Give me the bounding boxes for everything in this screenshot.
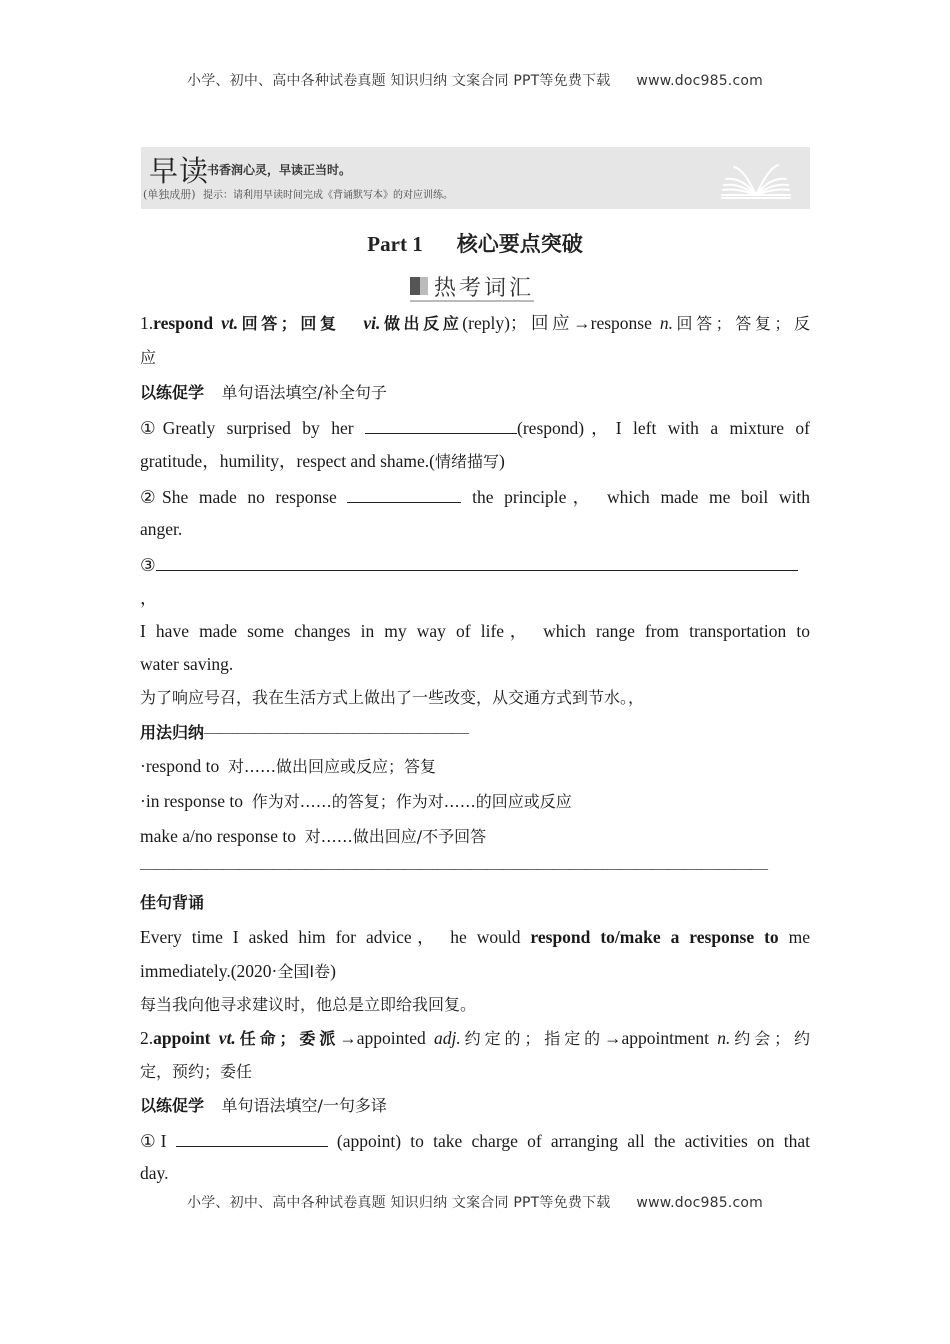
headword: respond [153,313,214,333]
usage-item [140,789,810,814]
morning-reading-banner [141,147,810,209]
derived-word: appointed [356,1028,426,1048]
question-1-cont [140,449,810,474]
entry-1-headword-line [140,311,810,336]
sentence-text: me [778,927,810,947]
arrow-icon: → [573,313,591,333]
question-3-translation: 为了响应号召，我在生活方式上做出了一些改变，从交通方式到节水。， [140,688,645,707]
part-of-speech: vt. [221,313,239,333]
watermark-text: 小学、初中、高中各种试卷真题 知识归纳 文案合同 PPT等免费下载 [187,1195,611,1211]
question-text: (appoint) to take charge of arranging all the activities on that [336,1131,810,1151]
part-of-speech: n. [717,1028,731,1048]
question-1 [140,1128,810,1153]
part-heading: 核心要点突破 [456,232,583,256]
footer-watermark [0,1192,950,1212]
arrow-icon: → [339,1028,357,1048]
question-text: the principle， which made me boil with [472,487,810,507]
usage-heading [140,720,810,745]
usage-item [140,754,810,779]
part-title [0,228,950,258]
definition-extra: (reply)；回应 [462,313,574,333]
banner-subtitle: (单独成册) [143,188,196,201]
derived-definition: 约定的；指定的 [460,1029,604,1048]
entry-2-headword-line [140,1026,810,1051]
header-watermark [0,70,950,90]
question-text: She made no response [161,487,337,507]
good-sentence-translation: 每当我向他寻求建议时，他总是立即给我回复。 [140,995,477,1014]
entry-number: 2. [140,1028,154,1048]
practice-label: 以练促学 [140,1096,205,1115]
section-marker-icon [410,277,428,295]
definition: 任命；委派 [235,1029,340,1048]
answer-blank[interactable] [156,552,798,571]
practice-heading [140,1093,810,1118]
usage-meaning: 对……做出回应/不予回答 [304,827,487,846]
question-3-sentence: I have made some changes in my way of life， which range from transportation to [140,621,810,641]
question-3-comma: ， [140,588,158,608]
sentence-highlight: respond to/make a response to [530,927,779,947]
watermark-url[interactable]: www.doc985.com [636,73,763,89]
open-book-icon [720,157,792,201]
usage-phrase: ·in response to [140,791,244,811]
question-2 [140,484,810,509]
part-of-speech: vi. [363,313,381,333]
question-text: I [160,1131,167,1151]
practice-type: 单句语法填空/补全句子 [221,383,387,402]
topic-tag: 情绪描写 [435,452,500,471]
good-sentence-cont [140,959,810,984]
watermark-text: 小学、初中、高中各种试卷真题 知识归纳 文案合同 PPT等免费下载 [187,73,611,89]
sentence-text: Every time I asked him for advice， he would [140,927,531,947]
watermark-url[interactable]: www.doc985.com [636,1195,763,1211]
answer-blank[interactable] [365,415,517,434]
usage-meaning: 对……做出回应或反应；答复 [227,757,436,776]
usage-end-divider: —————————————————————————————————————— [140,858,767,878]
practice-type: 单句语法填空/一句多译 [221,1096,387,1115]
usage-phrase: ·respond to [140,756,220,776]
section-title: 热考词汇 [434,275,535,301]
entry-2-headword-cont: 定，预约；委任 [140,1062,253,1081]
part-of-speech: n. [659,313,673,333]
question-text: gratitude，humility，respect and shame.( [140,451,435,471]
definition: 回答；回复 [238,314,340,333]
banner-tip: 提示：请利用早读时间完成《背诵默写本》的对应训练。 [203,190,453,201]
part-number: Part 1 [367,232,423,256]
section-heading [410,272,534,302]
derived-word: response [590,313,652,333]
usage-item [140,824,810,849]
good-sentence [140,925,810,949]
good-sentence-heading: 佳句背诵 [140,893,205,912]
question-number: ② [140,487,162,507]
definition: 做出反应 [380,314,463,333]
headword: appoint [153,1028,211,1048]
banner-motto: 书香润心灵，早读正当时。 [207,163,352,177]
derived-definition: 回答；答复；反 [672,314,810,333]
answer-blank[interactable] [347,484,461,503]
question-3 [140,552,810,577]
question-number: ① [140,418,163,438]
paren: ) [499,451,505,471]
answer-blank[interactable] [176,1128,328,1147]
sentence-text: immediately.(2020· [140,961,278,981]
question-1-cont: day. [140,1163,169,1183]
practice-label: 以练促学 [140,383,205,402]
practice-heading [140,380,810,405]
banner-title: 早读 [149,154,210,188]
question-text: Greatly surprised by her [162,418,354,438]
entry-1-headword-cont: 应 [140,348,157,367]
question-text: (respond)，I left with a mixture of [517,418,810,438]
question-1 [140,415,810,440]
divider: ———————————————— [204,722,469,742]
paren: ) [330,961,336,981]
part-of-speech: adj. [434,1028,461,1048]
usage-label: 用法归纳 [140,723,205,742]
question-3-sentence-cont: water saving. [140,654,234,674]
entry-number: 1. [140,313,154,333]
question-number: ① [140,1131,161,1151]
source-tag: 全国Ⅰ卷 [277,962,331,981]
part-of-speech: vt. [218,1028,236,1048]
question-2-cont: anger. [140,519,183,539]
arrow-icon: → [604,1028,622,1048]
derived-definition: 约会；约 [730,1029,810,1048]
question-number: ③ [140,555,156,575]
derived-word: appointment [621,1028,709,1048]
usage-phrase: make a/no response to [140,826,296,846]
usage-meaning: 作为对……的答复；作为对……的回应或反应 [251,792,572,811]
